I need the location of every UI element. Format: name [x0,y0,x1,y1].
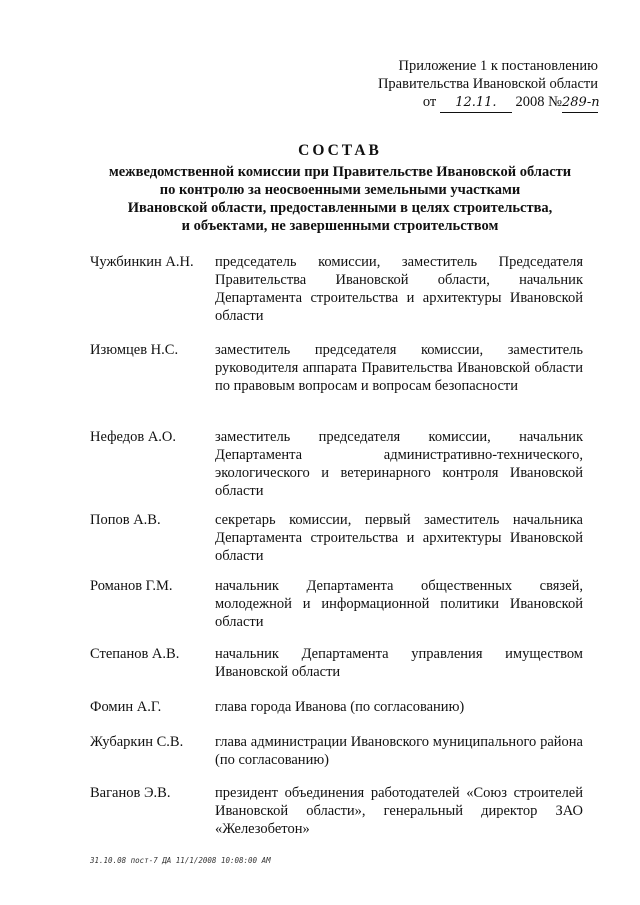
member-role: заместитель председателя комиссии, начальник Департамента административно-технического, экологического и ветеринарного контроля Ивановской области [215,429,583,499]
member-name: Нефедов А.О. [90,429,177,445]
member-name: Степанов А.В. [90,646,180,662]
member-role: начальник Департамента управления имуществом Ивановской области [215,646,583,680]
member-role: президент объединения работодателей «Союз строителей Ивановской области», генеральный директор ЗАО «Железобетон» [215,785,583,837]
member-name: Романов Г.М. [90,578,173,594]
appendix-year: 2008 [515,94,545,110]
appendix-header [338,57,598,113]
title-sub-line-3: Ивановской области, предоставленными в целях строительства, [127,200,553,216]
handwritten-date: 12.11. [440,94,512,113]
title-main: СОСТАВ [298,142,382,159]
footer-print-stamp: 31.10.08 пост-7 ДА 11/1/2008 10:08:00 AM [90,856,271,865]
member-name: Жубаркин С.В. [90,734,184,750]
title-subtitle [60,163,620,235]
appendix-line-3 [338,93,598,113]
member-name: Ваганов Э.В. [90,785,171,801]
title-sub-line-4: и объектами, не завершенными строительством [181,218,499,234]
document-title [60,142,620,235]
handwritten-number: 289-п [562,94,598,113]
member-role: начальник Департамента общественных связей, молодежной и информационной политики Ивановской области [215,578,583,630]
member-role: глава города Иванова (по согласованию) [215,699,465,715]
member-name: Фомин А.Г. [90,699,162,715]
member-name: Изюмцев Н.С. [90,342,179,358]
title-sub-line-2: по контролю за неосвоенными земельными участками [159,182,521,198]
member-name: Чужбинкин А.Н. [90,254,194,270]
appendix-line-2: Правительства Ивановской области [377,76,598,92]
member-name: Попов А.В. [90,512,161,528]
title-sub-line-1: межведомственной комиссии при Правительстве Ивановской области [108,164,572,180]
member-role: глава администрации Ивановского муниципального района (по согласованию) [215,734,583,768]
appendix-line-1: Приложение 1 к постановлению [398,58,598,74]
member-role: председатель комиссии, заместитель Председателя Правительства Ивановской области, начальник Департамента строительства и архитектуры Ивановской области [215,254,583,324]
member-role: секретарь комиссии, первый заместитель начальника Департамента строительства и архитектуры Ивановской области [215,512,583,564]
appendix-from-label: от [422,94,437,110]
member-role: заместитель председателя комиссии, заместитель руководителя аппарата Правительства Ивановской области по правовым вопросам и вопросам безопасности [215,342,583,394]
appendix-number-sign: № [548,94,562,110]
